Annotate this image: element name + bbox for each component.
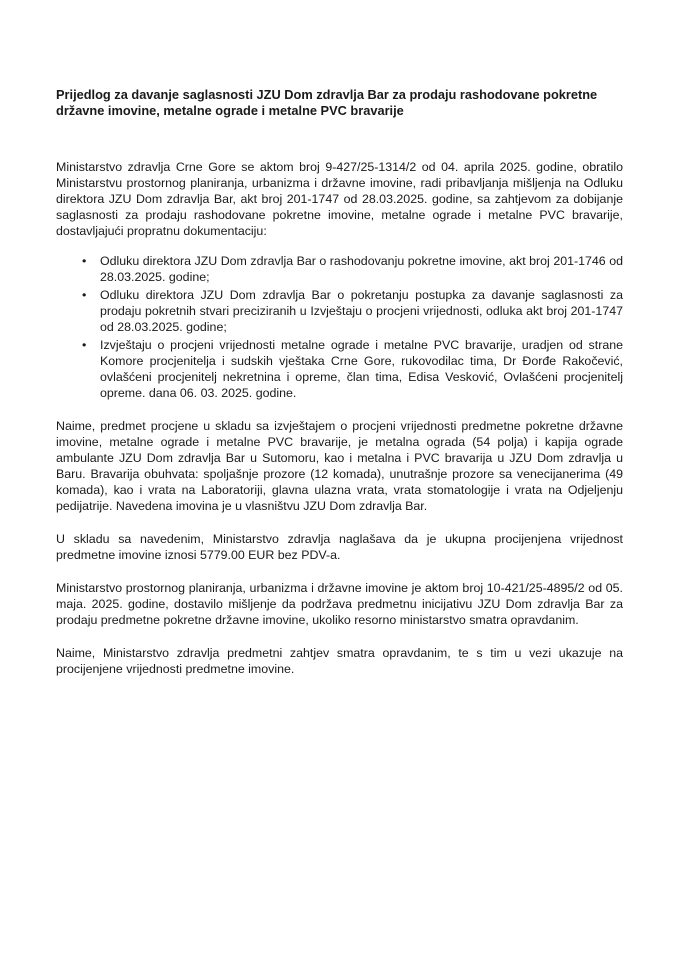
body-paragraph: U skladu sa navedenim, Ministarstvo zdravlja naglašava da je ukupna procijenjena vrijednost predmetne imovine iznosi 5779.00 EUR bez PDV-a.: [56, 532, 623, 562]
body-paragraph: Naime, Ministarstvo zdravlja predmetni zahtjev smatra opravdanim, te s tim u vezi ukazuje na procijenjene vrijednosti predmetne imovine.: [56, 646, 623, 676]
attachments-list: [56, 253, 623, 401]
intro-paragraph: Ministarstvo zdravlja Crne Gore se aktom broj 9-427/25-1314/2 od 04. aprila 2025. godine, obratilo Ministarstvu prostornog planiranja, urbanizma i državne imovine, radi pribavljanja mišljenja na Odluku direktora JZU Dom zdravlja Bar, akt broj 201-1747 od 28.03.2025. godine, sa zahtjevom za dobijanje saglasnosti za prodaju rashodovane pokretne imovine, metalne ograde i metalne PVC bravarije, dostavljajući propratnu dokumentaciju:: [56, 160, 623, 238]
list-item: • Odluku direktora JZU Dom zdravlja Bar o pokretanju postupka za davanje saglasnosti za prodaju pokretnih stvari preciziranih u Izvještaju o procjeni vrijednosti, odluka akt broj 201-1747 od 28.03.2025. godine;: [100, 287, 623, 335]
list-item: • Izvještaju o procjeni vrijednosti metalne ograde i metalne PVC bravarije, uradjen od strane Komore procjenitelja i sudskih vještaka Crne Gore, rukovodilac tima, Dr Đorđe Rakočević, ovlašćeni procjenitelj nekretnina i opreme, član tima, Edisa Vesković, Ovlašćeni procjenitelj opreme. dana 06. 03. 2025. godine.: [100, 337, 623, 401]
body-paragraph: Naime, predmet procjene u skladu sa izvještajem o procjeni vrijednosti predmetne pokretne državne imovine, metalne ograde i metalne PVC bravarije, je metalna ograda (54 polja) i kapija ograde ambulante JZU Dom zdravlja Bar u Sutomoru, kao i metalna i PVC bravarija u JZU Dom zdravlja u Baru. Bravarija obuhvata: spoljašnje prozore (12 komada), unutrašnje prozore sa venecijanerima (49 komada), kao i vrata na Laboratoriji, glavna ulazna vrata, vrata stomatologije i vrata na Odjeljenju pedijatrije. Navedena imovina je u vlasništvu JZU Dom zdravlja Bar.: [56, 419, 623, 513]
document-title: Prijedlog za davanje saglasnosti JZU Dom zdravlja Bar za prodaju rashodovane pokretne državne imovine, metalne ograde i metalne PVC bravarije: [56, 87, 598, 118]
body-paragraph: Ministarstvo prostornog planiranja, urbanizma i državne imovine je aktom broj 10-421/25-4895/2 od 05. maja. 2025. godine, dostavilo mišljenje da podržava predmetnu inicijativu JZU Dom zdravlja Bar za prodaju predmetne pokretne državne imovine, ukoliko resorno ministarstvo smatra opravdanim.: [56, 581, 623, 627]
document-page: [56, 87, 623, 694]
list-item: • Odluku direktora JZU Dom zdravlja Bar o rashodovanju pokretne imovine, akt broj 201-1746 od 28.03.2025. godine;: [100, 253, 623, 285]
